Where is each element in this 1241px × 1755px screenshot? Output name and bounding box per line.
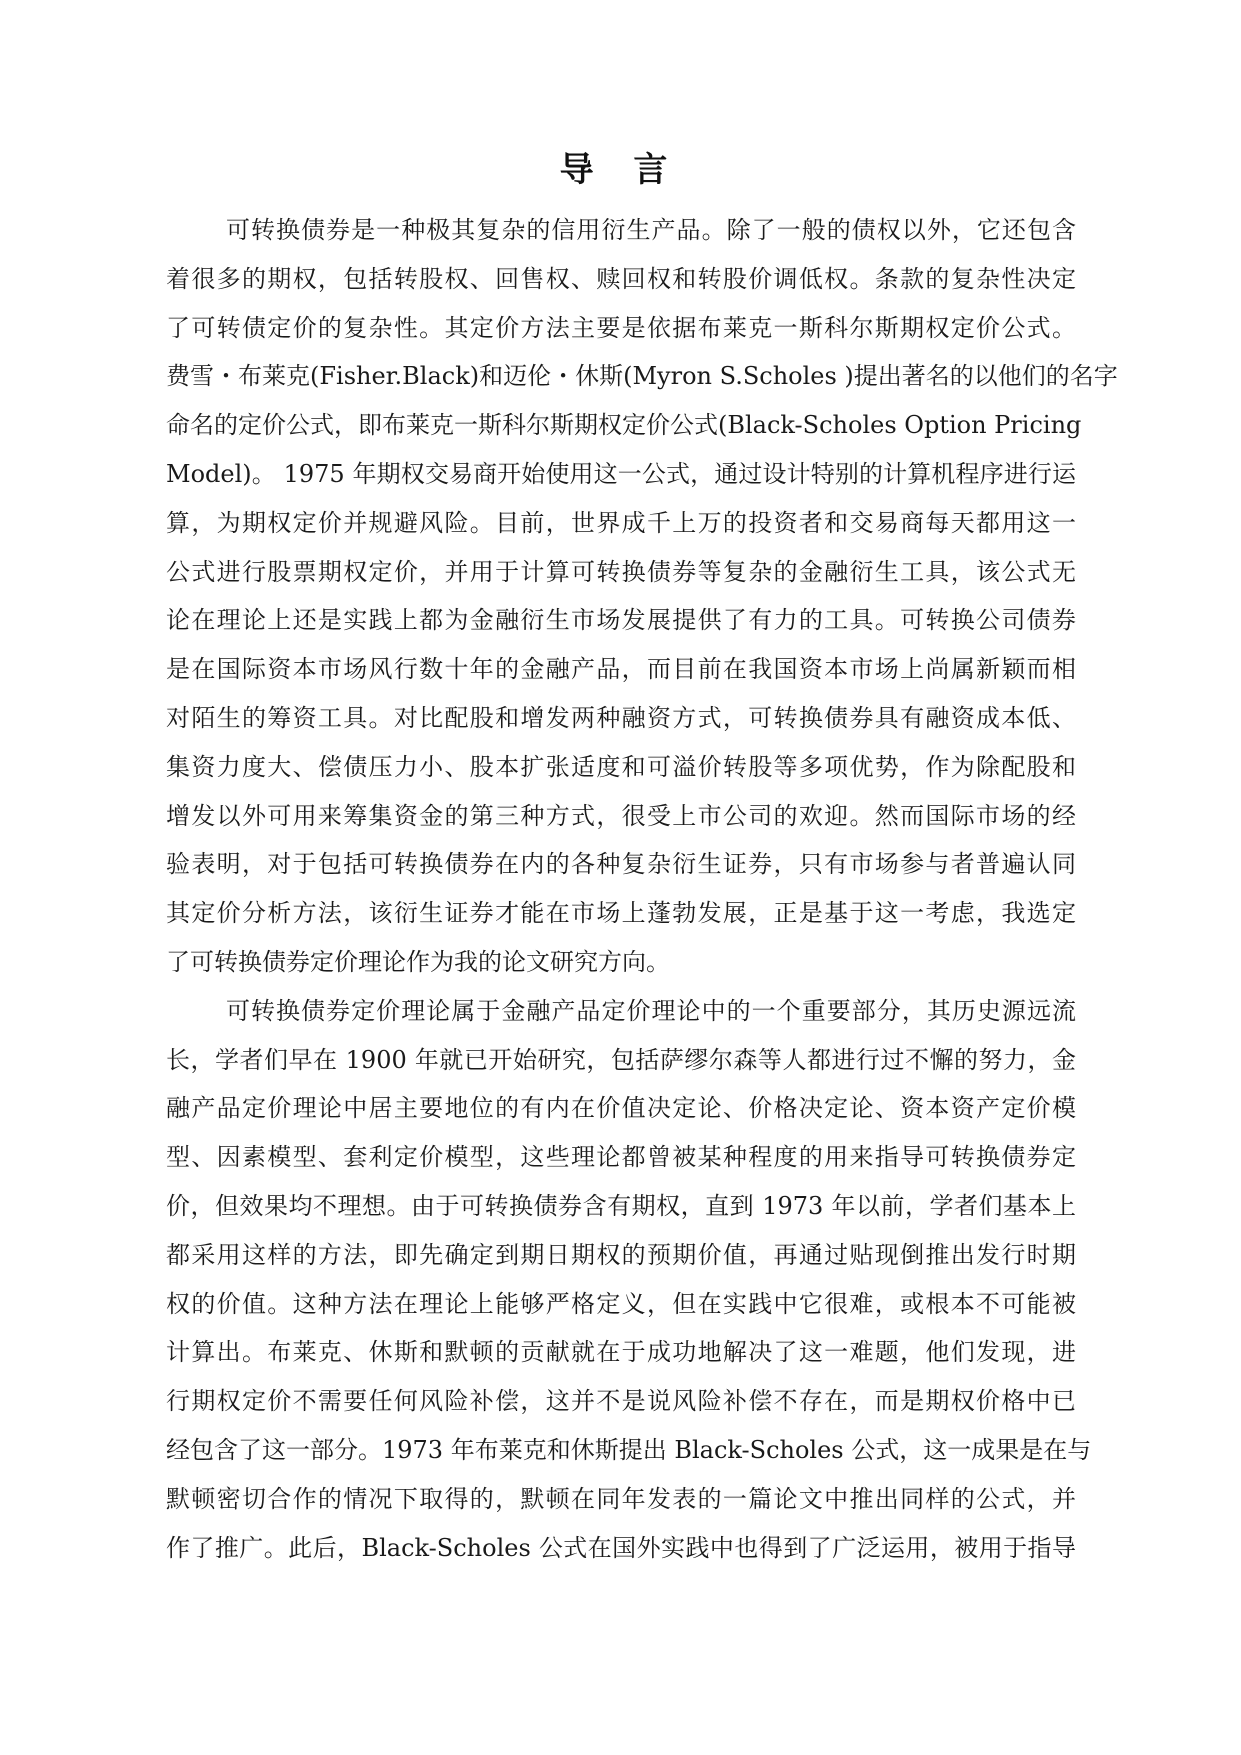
paragraph-line: 公式进行股票期权定价，并用于计算可转换债券等复杂的金融衍生工具，该公式无 — [166, 557, 1076, 586]
paragraph-line: 行期权定价不需要任何风险补偿，这并不是说风险补偿不存在，而是期权价格中已 — [166, 1387, 1076, 1416]
paragraph-line: 融产品定价理论中居主要地位的有内在价值决定论、价格决定论、资本资产定价模 — [166, 1094, 1076, 1123]
paragraph-line: 型、因素模型、套利定价模型，这些理论都曾被某种程度的用来指导可转换债券定 — [166, 1143, 1076, 1172]
body-text — [166, 206, 1118, 1572]
paragraph-line: 着很多的期权，包括转股权、回售权、赎回权和转股价调低权。条款的复杂性决定 — [166, 264, 1076, 293]
page-title: 导 言 — [559, 150, 682, 190]
paragraph-line: Model)。 1975 年期权交易商开始使用这一公式，通过设计特别的计算机程序进行运 — [166, 459, 1076, 488]
paragraph-line: 其定价分析方法，该衍生证券才能在市场上蓬勃发展，正是基于这一考虑，我选定 — [166, 899, 1076, 928]
paragraph-line: 可转换债券是一种极其复杂的信用衍生产品。除了一般的债权以外，它还包含 — [226, 216, 1076, 244]
paragraph-line: 验表明，对于包括可转换债券在内的各种复杂衍生证券，只有市场参与者普遍认同 — [166, 850, 1076, 879]
paragraph-line: 价，但效果均不理想。由于可转换债券含有期权，直到 1973 年以前，学者们基本上 — [166, 1191, 1076, 1220]
paragraph-line: 算，为期权定价并规避风险。目前，世界成千上万的投资者和交易商每天都用这一 — [166, 508, 1076, 537]
paragraph-line: 权的价值。这种方法在理论上能够严格定义，但在实践中它很难，或根本不可能被 — [166, 1289, 1076, 1318]
paragraph-line: 对陌生的筹资工具。对比配股和增发两种融资方式，可转换债券具有融资成本低、 — [166, 703, 1076, 732]
paragraph-line: 长，学者们早在 1900 年就已开始研究，包括萨缪尔森等人都进行过不懈的努力，金 — [166, 1045, 1076, 1074]
paragraph-line: 论在理论上还是实践上都为金融衍生市场发展提供了有力的工具。可转换公司债券 — [166, 606, 1076, 635]
paragraph-line: 增发以外可用来筹集资金的第三种方式，很受上市公司的欢迎。然而国际市场的经 — [166, 801, 1076, 830]
paragraph-line: 都采用这样的方法，即先确定到期日期权的预期价值，再通过贴现倒推出发行时期 — [166, 1240, 1076, 1269]
paragraph-line: 是在国际资本市场风行数十年的金融产品，而目前在我国资本市场上尚属新颖而相 — [166, 655, 1076, 684]
paragraph-line: 计算出。布莱克、休斯和默顿的贡献就在于成功地解决了这一难题，他们发现，进 — [166, 1338, 1076, 1367]
paragraph-line: 默顿密切合作的情况下取得的，默顿在同年发表的一篇论文中推出同样的公式，并 — [166, 1484, 1076, 1513]
paragraph-line: 集资力度大、偿债压力小、股本扩张适度和可溢价转股等多项优势，作为除配股和 — [166, 752, 1076, 781]
paragraph-line: 费雪・布莱克(Fisher.Black)和迈伦・休斯(Myron S.Scholes )提出著名的以他们的名字 — [166, 362, 1118, 391]
paragraph-line: 可转换债券定价理论属于金融产品定价理论中的一个重要部分，其历史源远流 — [226, 996, 1076, 1025]
paragraph-line: 了可转换债券定价理论作为我的论文研究方向。 — [166, 947, 670, 976]
paragraph-line: 作了推广。此后，Black-Scholes 公式在国外实践中也得到了广泛运用，被用于指导 — [166, 1533, 1076, 1562]
paragraph-line: 命名的定价公式，即布莱克一斯科尔斯期权定价公式(Black-Scholes Option Pricing — [166, 411, 1082, 440]
paragraph-line: 了可转债定价的复杂性。其定价方法主要是依据布莱克一斯科尔斯期权定价公式。 — [166, 313, 1076, 342]
paragraph-line: 经包含了这一部分。1973 年布莱克和休斯提出 Black-Scholes 公式，这一成果是在与 — [166, 1435, 1092, 1464]
